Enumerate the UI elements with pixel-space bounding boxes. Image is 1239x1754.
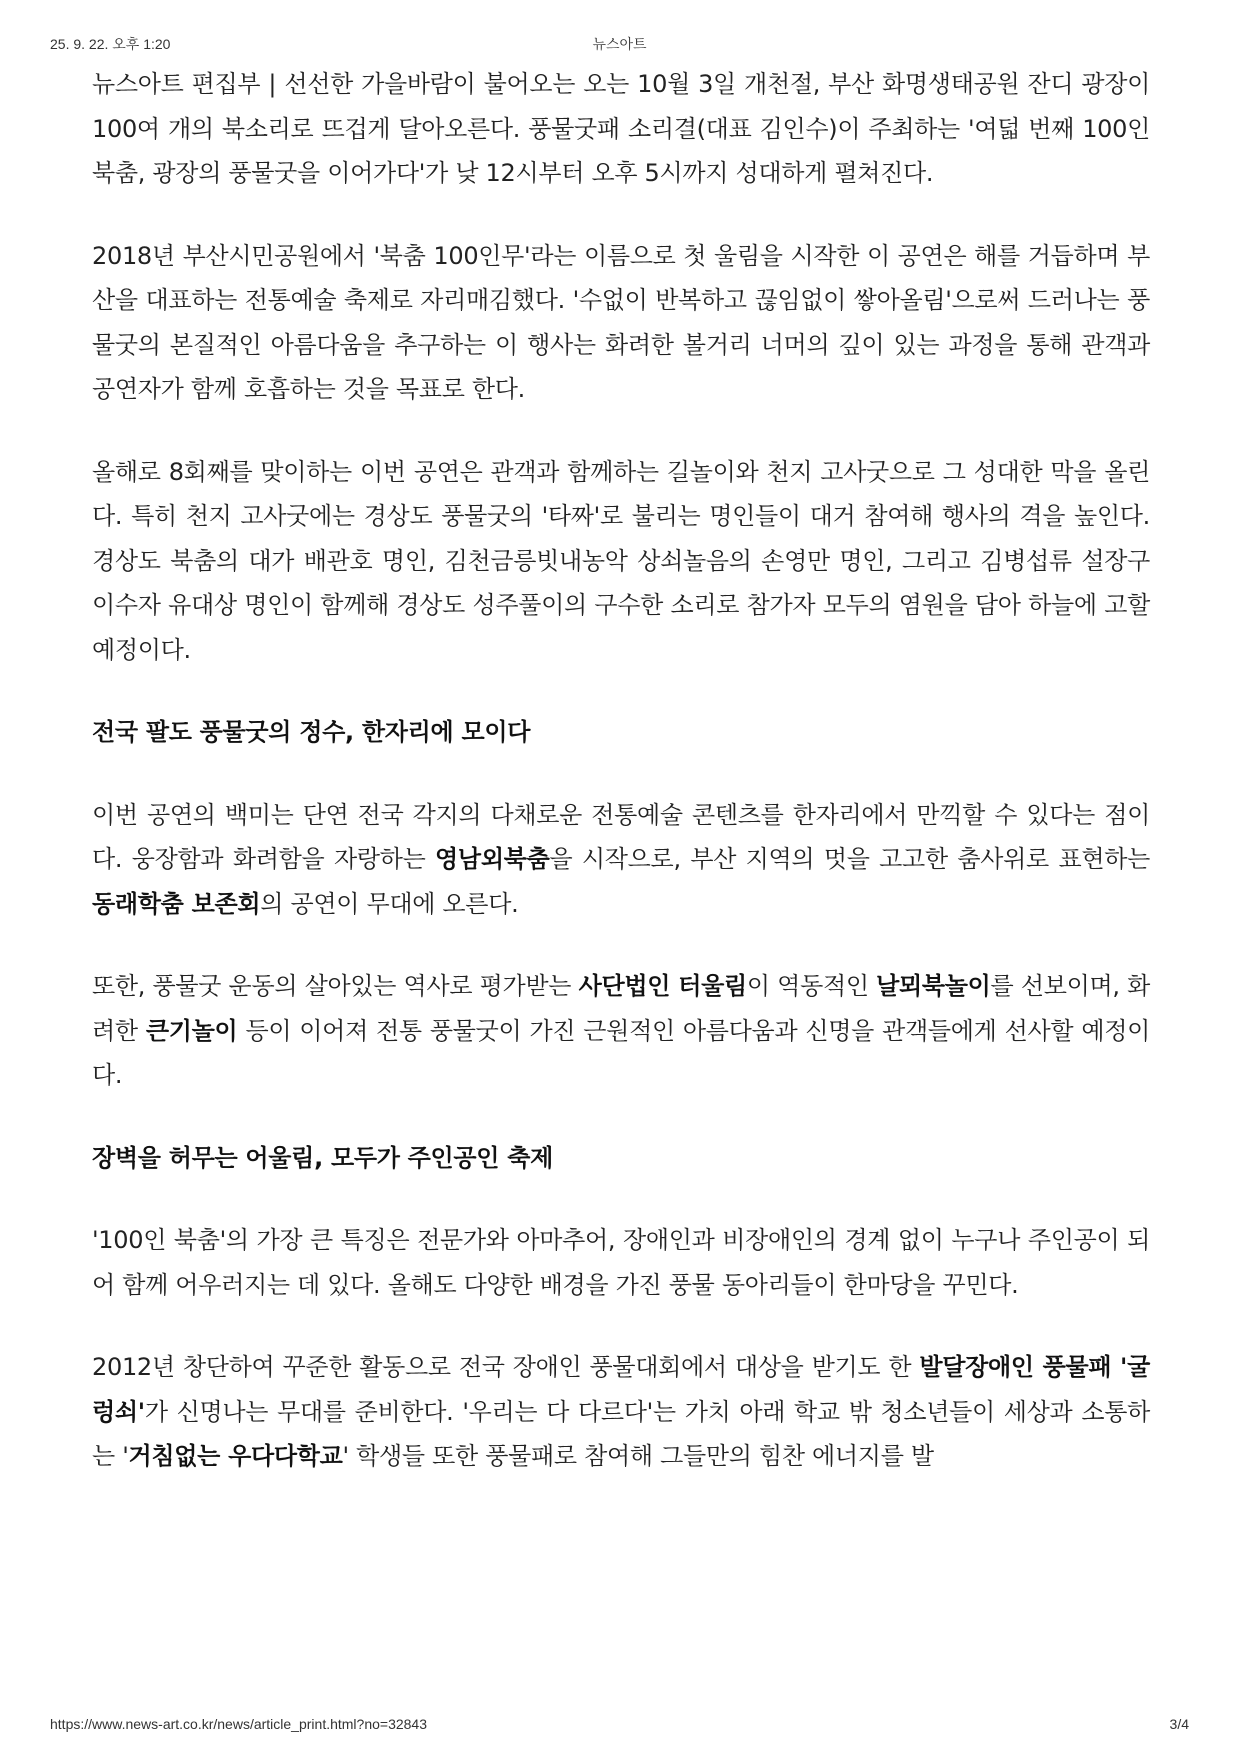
article-paragraph-1: 뉴스아트 편집부 | 선선한 가을바람이 불어오는 오는 10월 3일 개천절, 부산 화명생태공원 잔디 광장이 100여 개의 북소리로 뜨겁게 달아오른다. 풍물굿패 소리결(대표 김인수)이 주최하는 '여덟 번째 100인 북춤, 광장의 풍물굿을 이어가다'가 낮 12시부터 오후 5시까지 성대하게 펼쳐진다. <box>92 70 1150 187</box>
paragraph-text: 또한, 풍물굿 운동의 살아있는 역사로 평가받는 <box>92 972 579 1000</box>
highlight-performer: 영남외북춤 <box>435 845 550 873</box>
section-heading-1: 전국 팔도 풍물굿의 정수, 한자리에 모이다 <box>92 718 531 746</box>
page-number: 3/4 <box>1169 1716 1189 1732</box>
paragraph-text: 를 선보이며, 화려한 <box>92 972 1150 1045</box>
highlight-performer: 사단법인 터울림 <box>578 972 747 1000</box>
article-paragraph-4 <box>92 793 1150 927</box>
article-paragraph-2: 2018년 부산시민공원에서 '북춤 100인무'라는 이름으로 첫 울림을 시작한 이 공연은 해를 거듭하며 부산을 대표하는 전통예술 축제로 자리매김했다. '수없이 반복하고 끊임없이 쌓아올림'으로써 드러나는 풍물굿의 본질적인 아름다움을 추구하는 이 행사는 화려한 볼거리 너머의 깊이 있는 과정을 통해 관객과 공연자가 함께 호흡하는 것을 목표로 한다. <box>92 241 1150 403</box>
paragraph-text: 가 신명나는 무대를 준비한다. '우리는 다 다르다'는 가치 아래 학교 밖 청소년들이 세상과 소통하는 ' <box>92 1397 1150 1470</box>
print-footer <box>50 1716 1189 1736</box>
paragraph-text: 이번 공연의 백미는 단연 전국 각지의 다채로운 전통예술 콘텐츠를 한자리에서 만끽할 수 있다는 점이다. 웅장함과 화려함을 자랑하는 <box>92 800 1150 873</box>
paragraph-text: 등이 이어져 전통 풍물굿이 가진 근원적인 아름다움과 신명을 관객들에게 선사할 예정이다. <box>92 1016 1150 1089</box>
highlight-performer: 거침없는 우다다학교 <box>128 1442 343 1470</box>
article-paragraph-3: 올해로 8회째를 맞이하는 이번 공연은 관객과 함께하는 길놀이와 천지 고사굿으로 그 성대한 막을 올린다. 특히 천지 고사굿에는 경상도 풍물굿의 '타짜'로 불리는 명인들이 대거 참여해 행사의 격을 높인다. 경상도 북춤의 대가 배관호 명인, 김천금릉빗내농악 상쇠놀음의 손영만 명인, 그리고 김병섭류 설장구 이수자 유대상 명인이 함께해 경상도 성주풀이의 구수한 소리로 참가자 모두의 염원을 담아 하늘에 고할 예정이다. <box>92 457 1150 664</box>
highlight-performance: 큰기놀이 <box>145 1016 238 1045</box>
print-site-title: 뉴스아트 <box>592 36 647 52</box>
paragraph-text: 2012년 창단하여 꾸준한 활동으로 전국 장애인 풍물대회에서 대상을 받기도 한 <box>92 1353 920 1381</box>
paragraph-text: ' 학생들 또한 풍물패로 참여해 그들만의 힘찬 에너지를 발 <box>342 1442 934 1470</box>
paragraph-text: 의 공연이 무대에 오른다. <box>260 889 519 918</box>
paragraph-text: 을 시작으로, 부산 지역의 멋을 고고한 춤사위로 표현하는 <box>549 845 1151 873</box>
print-header <box>50 34 1189 54</box>
article-body <box>92 62 1150 1517</box>
highlight-performance: 날뫼북놀이 <box>876 972 991 1000</box>
article-paragraph-7 <box>92 1345 1150 1479</box>
print-datetime: 25. 9. 22. 오후 1:20 <box>50 36 171 52</box>
article-paragraph-6: '100인 북춤'의 가장 큰 특징은 전문가와 아마추어, 장애인과 비장애인의 경계 없이 누구나 주인공이 되어 함께 어우러지는 데 있다. 올해도 다양한 배경을 가진 풍물 동아리들이 한마당을 꾸민다. <box>92 1226 1150 1299</box>
highlight-performer: 발달장애인 풍물패 '굴렁쇠' <box>92 1353 1150 1426</box>
section-heading-2: 장벽을 허무는 어울림, 모두가 주인공인 축제 <box>92 1143 554 1172</box>
article-paragraph-5 <box>92 964 1150 1098</box>
paragraph-text: 이 역동적인 <box>746 972 877 1000</box>
print-url: https://www.news-art.co.kr/news/article_print.html?no=32843 <box>50 1716 428 1732</box>
highlight-performer: 동래학춤 보존회 <box>92 889 261 918</box>
